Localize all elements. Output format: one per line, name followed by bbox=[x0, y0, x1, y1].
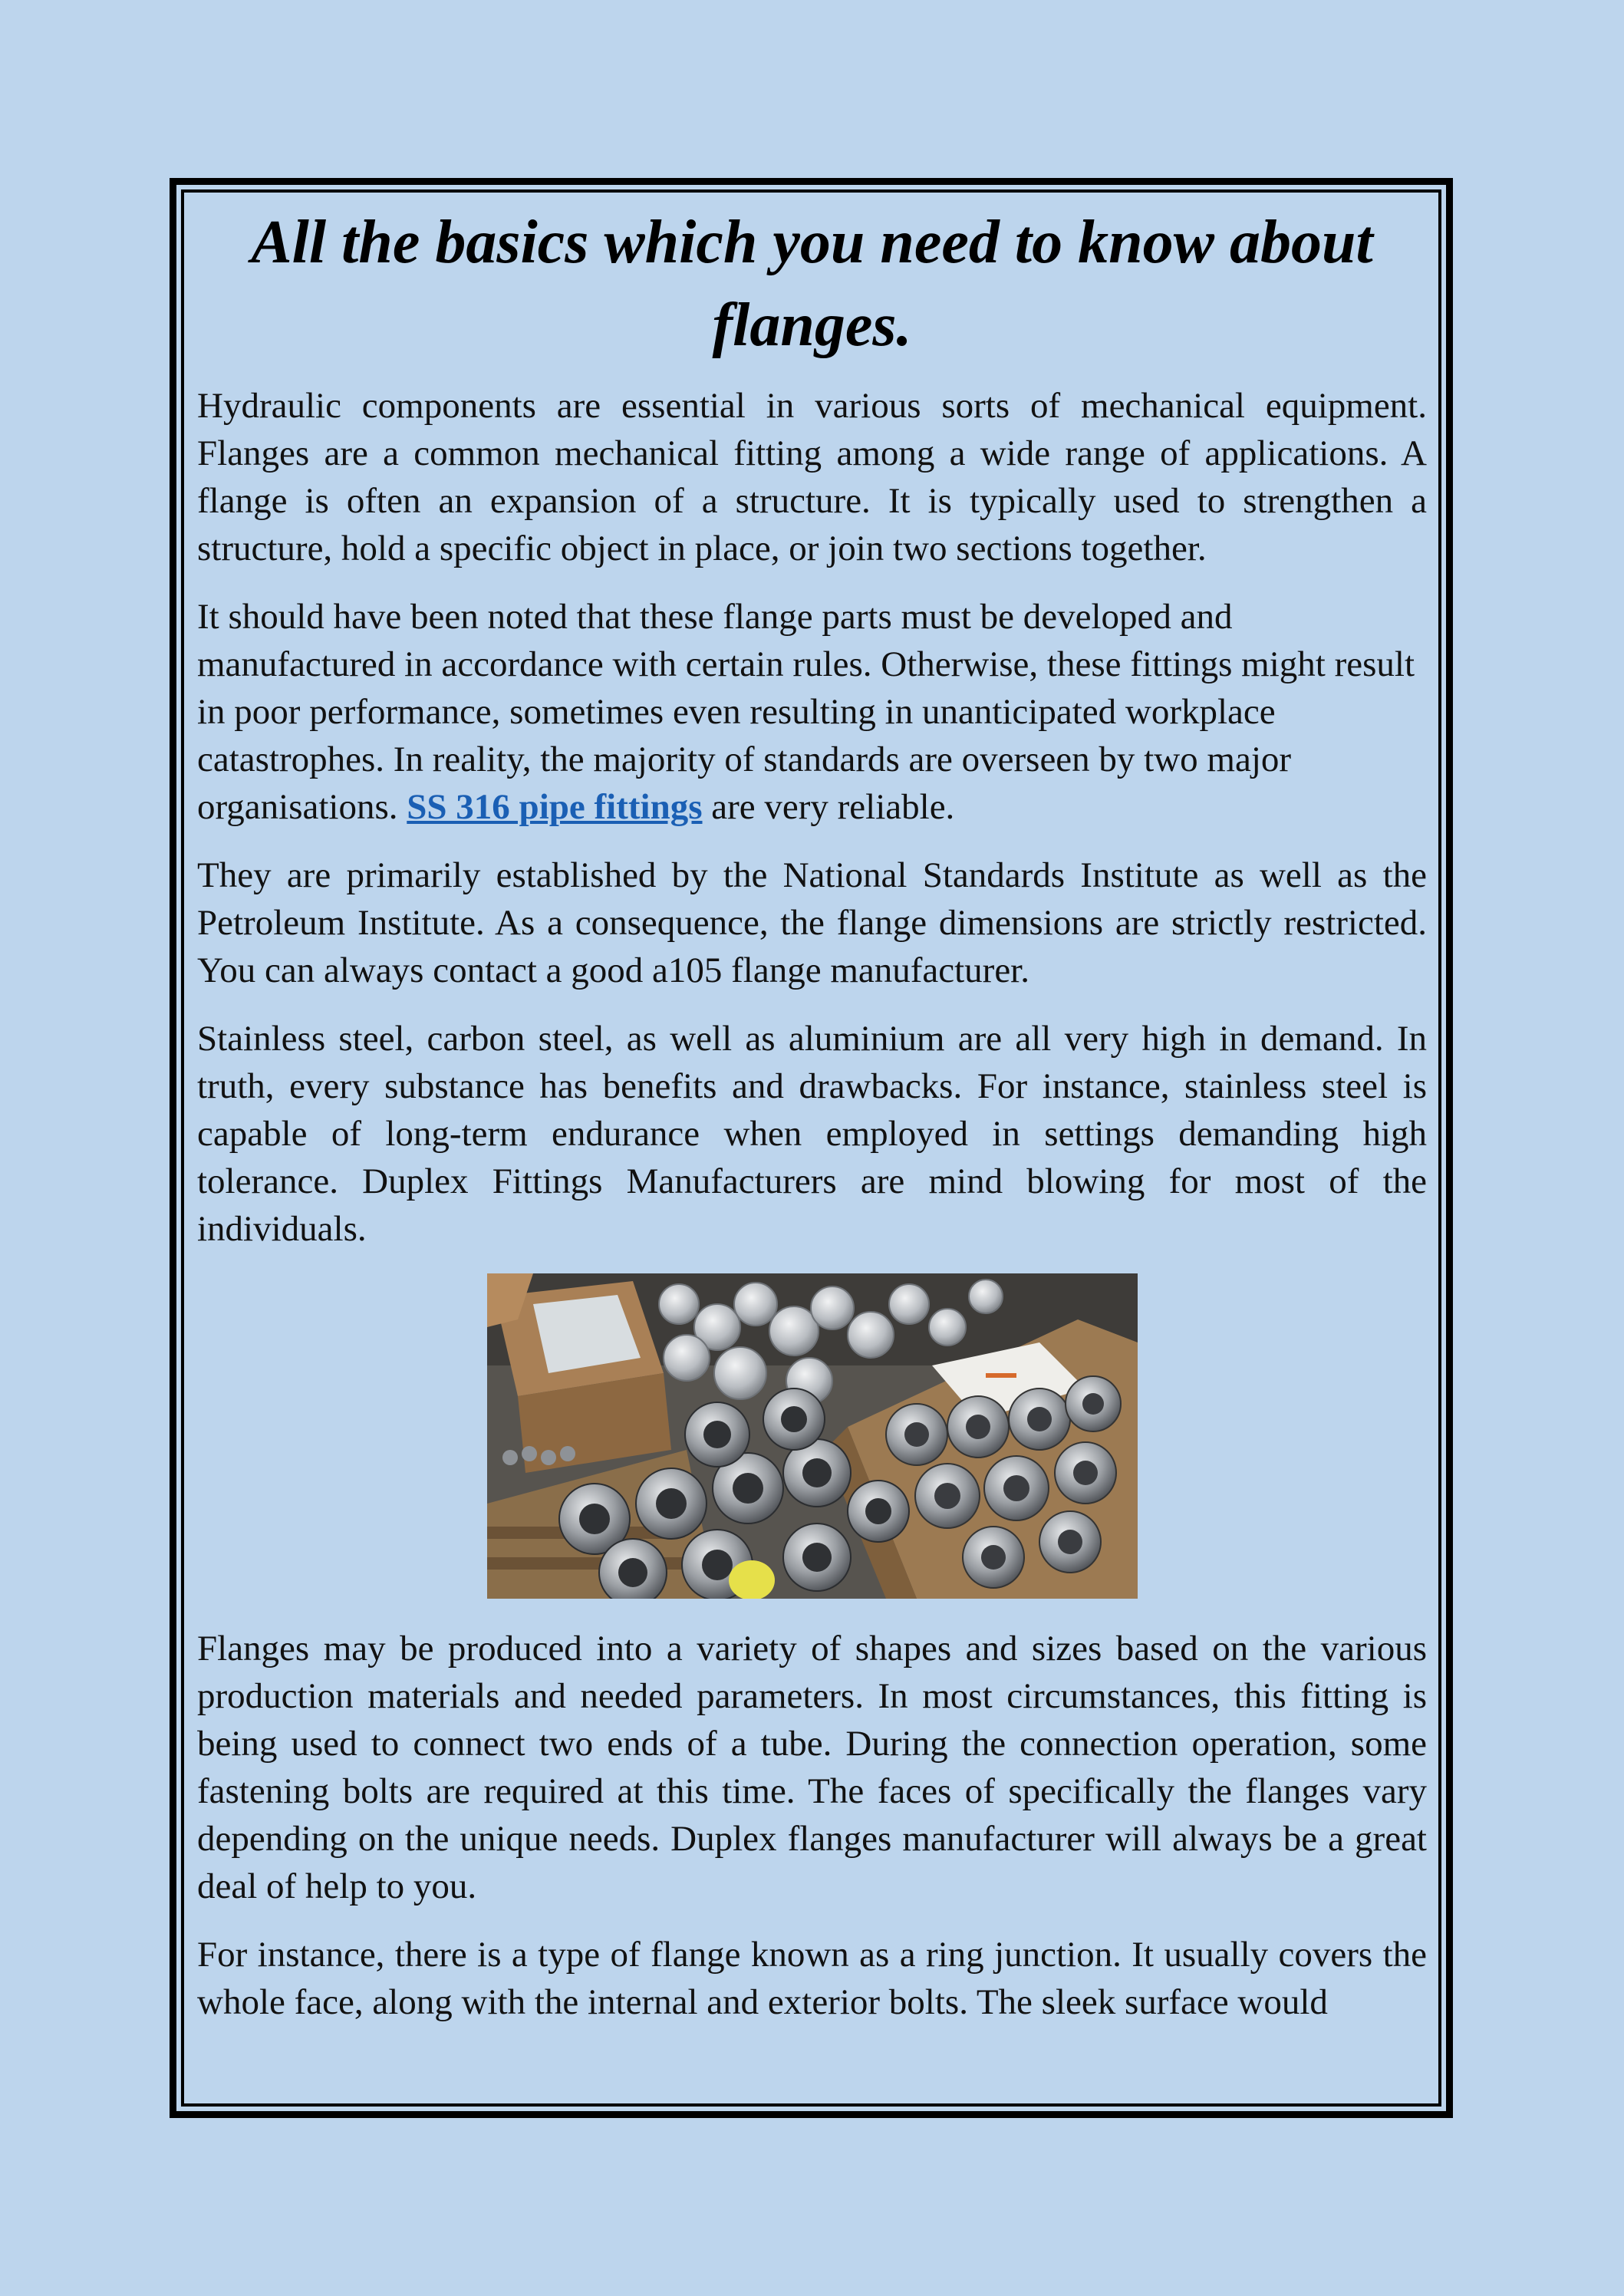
figure bbox=[197, 1273, 1427, 1599]
paragraph-1: Hydraulic components are essential in various sorts of mechanical equipment. Flanges are a common mechanical fitting among a wide range of applications. A flange is often an expansion of a structure. It is typically used to strengthen a structure, hold a specific object in place, or join two sections together. bbox=[197, 386, 1427, 568]
paragraph-5: Flanges may be produced into a variety of shapes and sizes based on the various production materials and needed parameters. In most circumstances, this fitting is being used to connect two ends of a tube. During the connection operation, some fastening bolts are required at this time. The faces of specifically the flanges vary depending on the unique needs. Duplex flanges manufacturer will always be a great deal of help to you. bbox=[197, 1629, 1427, 1906]
document-body bbox=[197, 201, 1427, 2047]
page-title: All the basics which you need to know about flanges. bbox=[251, 209, 1373, 359]
flanges-photo bbox=[487, 1273, 1138, 1599]
paragraph-2-text-after: are very reliable. bbox=[702, 787, 955, 827]
paragraph-2 bbox=[197, 593, 1427, 831]
paragraph-2-text-before: It should have been noted that these flange parts must be developed and manufactured in accordance with certain rules. Otherwise, these fittings might result in poor performance, sometimes even resulting in unanticipated workplace catastrophes. In reality, the majority of standards are overseen by two major organisations. bbox=[197, 597, 1415, 827]
paragraph-4: Stainless steel, carbon steel, as well as aluminium are all very high in demand. In truth, every substance has benefits and drawbacks. For instance, stainless steel is capable of long-term endurance when employed in settings demanding high tolerance. Duplex Fittings Manufacturers are mind blowing for most of the individuals. bbox=[197, 1019, 1427, 1249]
paragraph-6: For instance, there is a type of flange known as a ring junction. It usually covers the whole face, along with the internal and exterior bolts. The sleek surface would bbox=[197, 1935, 1427, 2022]
paragraph-3: They are primarily established by the National Standards Institute as well as the Petroleum Institute. As a consequence, the flange dimensions are strictly restricted. You can always contact a good a105 flange manufacturer. bbox=[197, 855, 1427, 990]
ss316-pipe-fittings-link[interactable]: SS 316 pipe fittings bbox=[407, 787, 703, 827]
